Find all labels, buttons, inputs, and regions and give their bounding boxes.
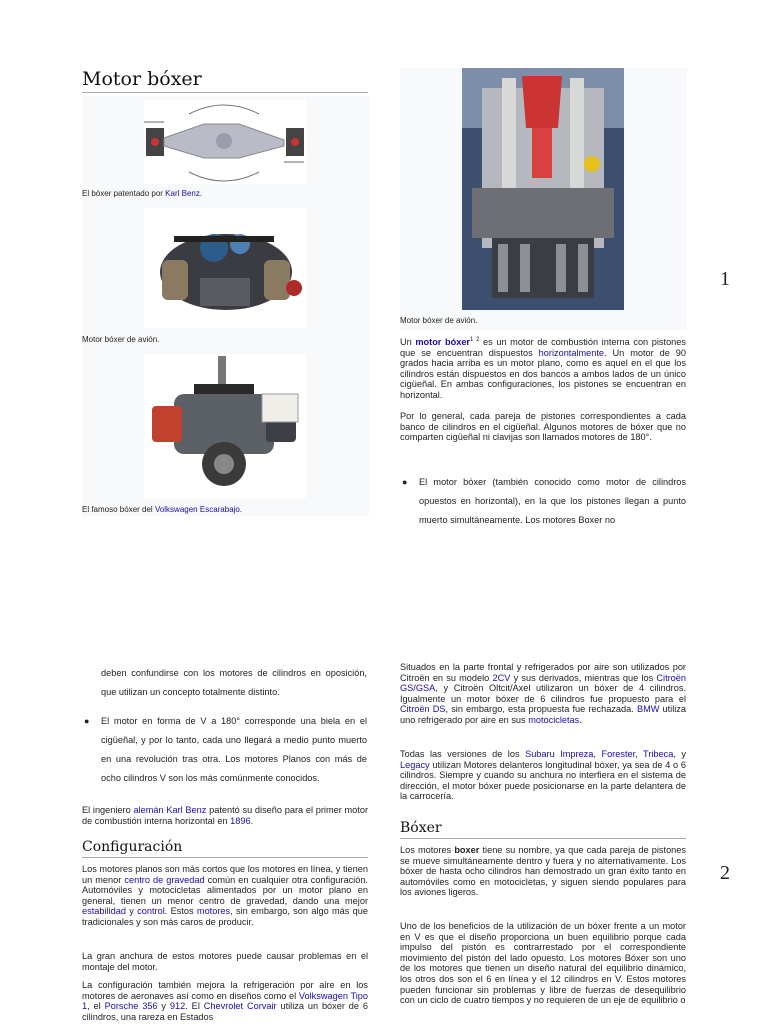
link-aleman[interactable]: alemán (133, 805, 164, 815)
heading-configuracion: Configuración (82, 839, 368, 858)
link-2cv[interactable]: 2CV (492, 672, 511, 683)
benz-boxer-diagram (144, 100, 306, 184)
caption-vw: El famoso bóxer del Volkswagen Escarabajo. (82, 505, 243, 514)
paragraph-situados: Situados en la parte frontal y refrigerados por aire son utilizados por Citroën en su modelo 2CV y sus derivados, mientras que los Citroën GS/GSA, y Citroën Oltcit/Axel utilizaron un bóxer de 4 cilindros. Igualmente un motor bóxer de 6 cilindros fue propuesto para el Citroën DS, sin embargo, esta propuesta fue rechazada. BMW utiliza uno refrigerado por aire en sus motocicletas. (400, 662, 687, 725)
link-912[interactable]: 912 (169, 1001, 186, 1012)
paragraph-config-3: La configuración también mejora la refrigeración por aire en los motores de aeronaves así como en diseños como el Volkswagen Tipo 1, el Porsche 356 y 912. El Chevrolet Corvair utiliza un bóxer de 6 cilindros, una rareza en Estados (82, 980, 369, 1022)
link-volkswagen-escarabajo[interactable]: Volkswagen Escarabajo (154, 505, 240, 514)
link-estabilidad[interactable]: estabilidad (82, 906, 126, 917)
link-horizontalmente[interactable]: horizontalmente (538, 347, 605, 358)
link-motores[interactable]: motores (196, 906, 231, 917)
term-motor-boxer: motor bóxer (415, 337, 471, 348)
aircraft-cutaway-photo (462, 68, 624, 310)
paragraph-config-1: Los motores planos son más cortos que los motores en línea, y tienen un menor centro de gravedad común en cualquier otra configuración. Automóviles y motocicletas alimentados por un motor plano en general, tienen un menor centro de gravedad, dando una mejor estabilidad y control. Estos motores, sin embargo, son algo más que tradicionales y son más caros de producir. (82, 864, 369, 927)
caption-avion-right: Motor bóxer de avión. (400, 316, 478, 325)
link-porsche-356[interactable]: Porsche 356 (104, 1001, 158, 1012)
link-chevrolet-corvair[interactable]: Chevrolet Corvair (203, 1001, 277, 1012)
link-legacy[interactable]: Legacy (400, 759, 430, 770)
page-title: Motor bóxer (82, 68, 368, 93)
aircraft-engine-photo (144, 208, 306, 328)
figure-panel-right (400, 68, 687, 330)
link-subaru-impreza[interactable]: Subaru Impreza (525, 749, 594, 759)
reference-marks[interactable]: 1 2 (470, 337, 480, 343)
bullet-marker: ● (402, 477, 408, 487)
bullet-marker: ● (84, 716, 90, 726)
link-forester[interactable]: Forester (601, 749, 636, 759)
list-item-v180: ● El motor en forma de V a 180° corresponde una biela en el cigüeñal, y por lo tanto, cada uno llegará a medio punto muerto en una revolución tras otra. Los motores Planos con más de ocho cilindros V son los más comúnmente conocidos. (101, 712, 367, 788)
link-motocicletas[interactable]: motocicletas (528, 714, 580, 725)
link-citroen-ds[interactable]: Citroën DS (400, 704, 446, 715)
term-boxer: boxer (454, 845, 480, 855)
caption-avion-left: Motor bóxer de avión. (82, 335, 160, 344)
paragraph-subaru: Todas las versiones de los Subaru Impreza, Forester, Tribeca, y Legacy utilizan Motores delanteros longitudinal bóxer, ya sea de 4 o 6 cilindros. Siempre y cuando su anchura no interfiera en el sistema de dirección, el motor bóxer puede posicionarse en la parte delantera de la carrocería. (400, 749, 686, 802)
vw-engine-photo (144, 354, 306, 498)
figure-panel-left (82, 96, 369, 516)
link-karl-benz-2[interactable]: Karl Benz (166, 805, 207, 815)
paragraph-boxer-2: Uno de los beneficios de la utilización de un bóxer frente a un motor en V es que el diseño proporciona un buen equilibrio porque cada impulso del pistón es contrarrestado por el correspondiente movimiento del pistón del lado opuesto. Los motores Bóxer son uno de los motores que tienen un diseño natural del equilibrio dinámico, los otros dos son el 6 en línea y el 12 cilindros en V. Estos motores pueden funcionar sin problemas y libre de fuerzas de desequilibrio con un ciclo de cuatro tiempos y no requieren de un eje de equilibrio o (400, 921, 686, 1006)
list-item-boxer: ● El motor bóxer (también conocido como motor de cilindros opuestos en horizontal), en la que los pistones llegan a punto muerto simultáneamente. Los motores Boxer no (419, 473, 686, 530)
link-control[interactable]: control (137, 906, 165, 917)
link-1896[interactable]: 1896 (230, 815, 251, 826)
heading-boxer: Bóxer (400, 820, 686, 839)
paragraph-boxer-1: Los motores boxer tiene su nombre, ya que cada pareja de pistones se mueve simultáneamente dentro y fuera y no alternativamente. Los bóxer de hasta ocho cilindros han demostrado un gran éxito tanto en automóviles como en motocicletas, y siguen siendo populares para los aviones ligeros. (400, 845, 686, 898)
paragraph-engineer: El ingeniero alemán Karl Benz patentó su diseño para el primer motor de combustión interna horizontal en 1896. (82, 805, 368, 826)
paragraph-pistones: Por lo general, cada pareja de pistones correspondientes a cada banco de cilindros en el cigüeñal. Algunos motores de bóxer que no comparten cigüeñal ni clavijas son llamados motores de 180°. (400, 411, 686, 443)
link-tribeca[interactable]: Tribeca (643, 749, 674, 759)
page-number-1: 1 (720, 268, 730, 290)
caption-benz: El bóxer patentado por Karl Benz. (82, 189, 203, 198)
link-bmw[interactable]: BMW (636, 704, 660, 715)
intro-paragraph: Un motor bóxer$^{1 2}$ es un motor de combustión interna con pistones que se encuentran dispuestos horizontalmente. Un motor de 90 grados hacia arriba es un motor plano, como es aquel en el que los cilindros están dispuestos en dos bancos a ambos lados de un único cigüeñal. En ambas configuraciones, los pistones se encuentran en horizontal. (400, 337, 687, 401)
link-karl-benz[interactable]: Karl Benz (165, 189, 200, 198)
list-item-boxer-continued: deben confundirse con los motores de cilindros en oposición, que utilizan un concepto totalmente distinto. (101, 668, 367, 697)
link-vw-tipo-1[interactable]: Volkswagen Tipo 1 (82, 990, 368, 1012)
link-citroen-gs[interactable]: Citroën GS/GSA (400, 672, 687, 694)
link-centro-gravedad[interactable]: centro de gravedad (124, 874, 205, 885)
page-number-2: 2 (720, 862, 730, 884)
paragraph-config-2: La gran anchura de estos motores puede causar problemas en el montaje del motor. (82, 951, 368, 972)
